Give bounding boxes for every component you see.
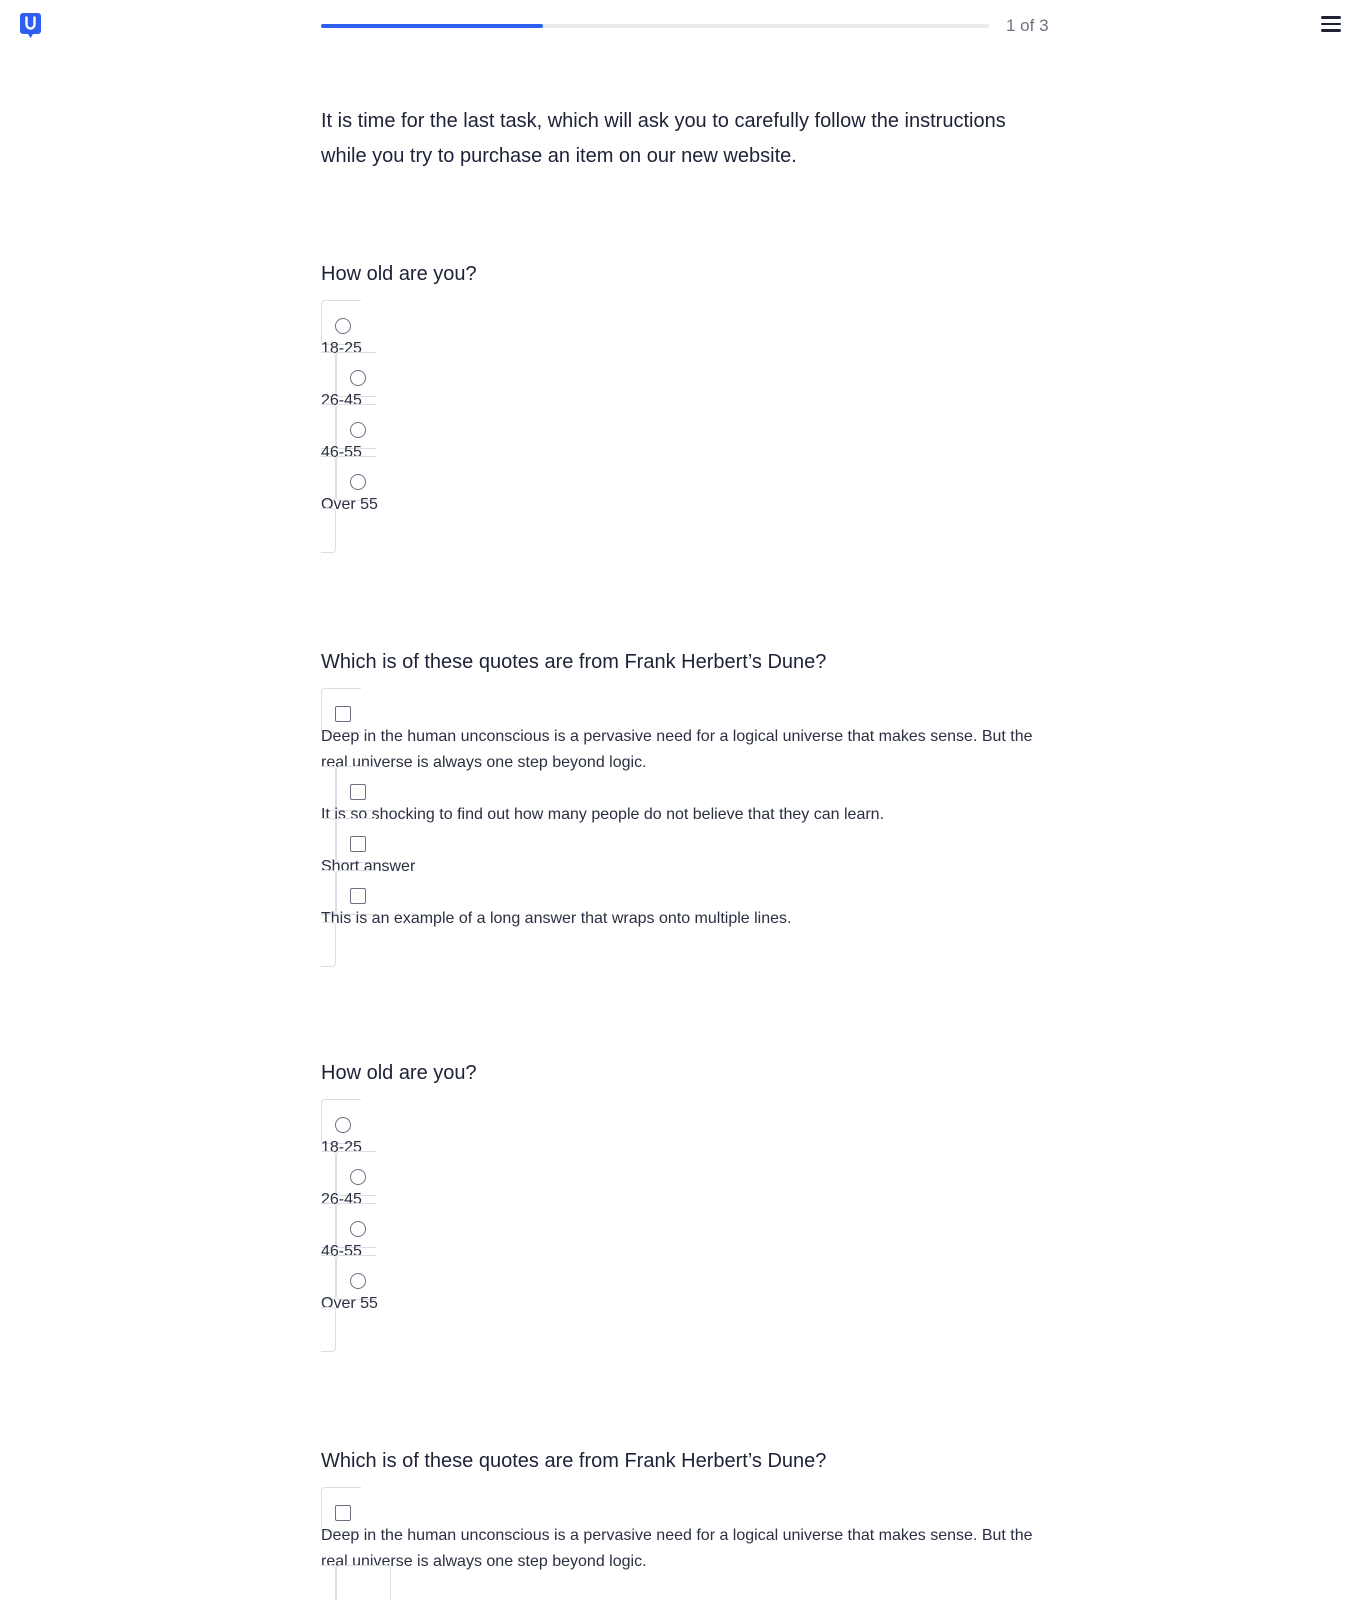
option-label: Over 55 [321, 496, 378, 513]
hamburger-menu-icon[interactable] [1321, 16, 1341, 36]
radio-button[interactable] [350, 422, 366, 438]
question-title: How old are you? [321, 263, 477, 285]
radio-button[interactable] [350, 1221, 366, 1237]
checkbox-option[interactable] [321, 766, 1051, 863]
radio-option[interactable] [321, 456, 1051, 553]
checkbox-option-partial[interactable] [336, 1565, 391, 1600]
question-title: Which is of these quotes are from Frank Herbert’s Dune? [321, 1450, 827, 1472]
radio-option[interactable] [321, 300, 1051, 397]
option-label: Deep in the human unconscious is a pervasive need for a logical universe that makes sense. But the real universe is always one step beyond logic. [321, 728, 1033, 771]
radio-button[interactable] [335, 318, 351, 334]
option-label: This is an example of a long answer that wraps onto multiple lines. [321, 910, 792, 927]
checkbox[interactable] [350, 836, 366, 852]
radio-button[interactable] [350, 1169, 366, 1185]
question-dune-quotes [321, 1449, 1051, 1600]
option-label: 26-45 [321, 392, 362, 409]
checkbox[interactable] [350, 888, 366, 904]
option-label: 46-55 [321, 444, 362, 461]
checkbox-option[interactable] [321, 688, 1051, 811]
question-title: How old are you? [321, 1062, 477, 1084]
survey-content [321, 104, 1051, 1570]
checkbox[interactable] [335, 706, 351, 722]
progress-bar-fill [321, 24, 543, 28]
option-label: Short answer [321, 858, 416, 875]
option-label: 18-25 [321, 1139, 362, 1156]
option-label: Over 55 [321, 1295, 378, 1312]
checkbox-option[interactable] [321, 1487, 1051, 1600]
radio-button[interactable] [335, 1117, 351, 1133]
radio-button[interactable] [350, 474, 366, 490]
checkbox-group [321, 698, 1051, 958]
radio-option[interactable] [321, 1099, 1051, 1196]
progress-bar [321, 24, 989, 28]
radio-option[interactable] [321, 1151, 1051, 1248]
checkbox[interactable] [350, 784, 366, 800]
option-label: 26-45 [321, 1191, 362, 1208]
checkbox-group [321, 1497, 1051, 1600]
option-label: It is so shocking to find out how many people do not believe that they can learn. [321, 806, 885, 823]
radio-button[interactable] [350, 370, 366, 386]
option-label: 18-25 [321, 340, 362, 357]
checkbox-option[interactable] [321, 818, 1051, 915]
checkbox[interactable] [335, 1505, 351, 1521]
checkbox-option[interactable] [321, 870, 1051, 967]
radio-option[interactable] [321, 352, 1051, 449]
question-dune-quotes [321, 650, 1051, 958]
question-age [321, 1061, 1051, 1343]
radio-option[interactable] [321, 1203, 1051, 1300]
radio-group [321, 1109, 1051, 1343]
option-label: Deep in the human unconscious is a pervasive need for a logical universe that makes sense. But the real universe is always one step beyond logic. [321, 1527, 1033, 1570]
radio-button[interactable] [350, 1273, 366, 1289]
question-title: Which is of these quotes are from Frank Herbert’s Dune? [321, 651, 827, 673]
option-label: 46-55 [321, 1243, 362, 1260]
radio-option[interactable] [321, 1255, 1051, 1352]
radio-option[interactable] [321, 404, 1051, 501]
intro-text: It is time for the last task, which will ask you to carefully follow the instructions while you try to purchase an item on our new website. [321, 110, 1006, 167]
question-age [321, 262, 1051, 544]
usertesting-logo-icon[interactable] [20, 13, 41, 39]
progress-label: 1 of 3 [1006, 16, 1049, 35]
radio-group [321, 310, 1051, 544]
